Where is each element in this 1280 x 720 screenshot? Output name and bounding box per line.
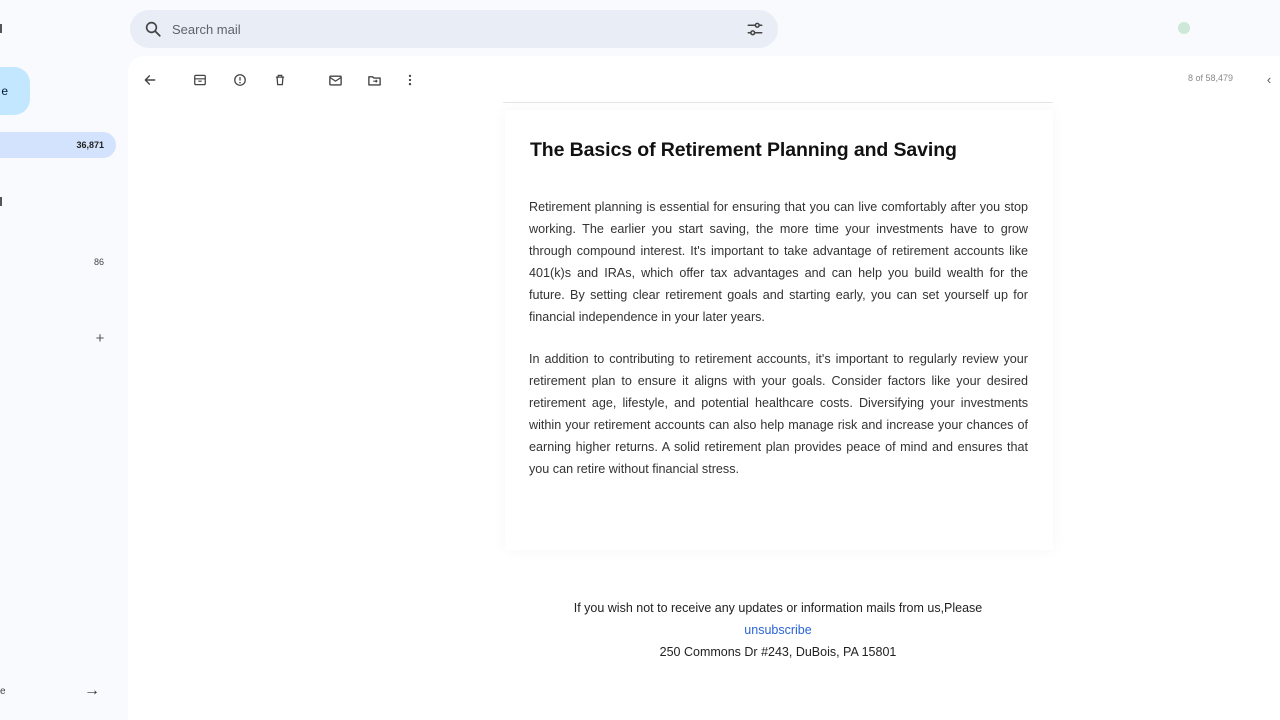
pager-text: 8 of 58,479	[1188, 73, 1234, 83]
move-to-icon[interactable]	[364, 70, 384, 90]
account-avatar[interactable]	[1178, 22, 1190, 34]
search-icon[interactable]	[144, 20, 162, 38]
sidebar-bottom-item[interactable]	[0, 680, 110, 702]
search-options-icon[interactable]	[746, 20, 764, 38]
email-divider	[503, 102, 1053, 103]
compose-label: e	[1, 84, 8, 98]
sidebar-edge-mark	[0, 197, 2, 206]
search-input[interactable]	[172, 22, 746, 37]
email-paragraph: In addition to contributing to retirement accounts, it's important to regularly review your retirement plan to ensure it aligns with your goals. Consider factors like your desired retirement age, lifestyle, and potential healthcare costs. Diversifying your investments within your retirement accounts can also help manage risk and increase your chances of earning higher returns. A solid retirement plan provides peace of mind and ensures that you can retire without financial stress.	[529, 352, 1028, 476]
add-label-button[interactable]: +	[95, 330, 105, 347]
sidebar	[0, 0, 128, 720]
chevron-left-icon[interactable]: ‹	[1266, 72, 1272, 87]
sidebar-edge-mark	[0, 24, 2, 33]
footer-address: 250 Commons Dr #243, DuBois, PA 15801	[659, 644, 897, 659]
footer-notice: If you wish not to receive any updates or information mails from us,Please	[573, 601, 983, 615]
archive-icon[interactable]	[190, 70, 210, 90]
inbox-count: 36,871	[76, 140, 104, 150]
email-paragraph: Retirement planning is essential for ensuring that you can live comfortably after you stop working. The earlier you start saving, the more time your investments have to grow through compound interest. It's important to take advantage of retirement accounts like 401(k)s and IRAs, which offer tax advantages and can help you build wealth for the future. By setting clear retirement goals and starting early, you can set yourself up for financial independence in your later years.	[529, 200, 1028, 324]
compose-button[interactable]	[0, 67, 30, 115]
sidebar-item-label-2[interactable]	[0, 249, 116, 275]
more-options-icon[interactable]	[400, 70, 420, 90]
email-title: The Basics of Retirement Planning and Saving	[530, 139, 957, 161]
report-spam-icon[interactable]	[230, 70, 250, 90]
sidebar-item-inbox[interactable]	[0, 132, 116, 158]
email-footer	[505, 598, 1051, 663]
arrow-right-icon[interactable]: →	[84, 682, 100, 699]
item-count: 86	[93, 257, 104, 267]
back-icon[interactable]	[140, 70, 160, 90]
mark-unread-icon[interactable]	[325, 70, 345, 90]
delete-icon[interactable]	[270, 70, 290, 90]
unsubscribe-link[interactable]: unsubscribe	[744, 622, 812, 637]
search-bar	[130, 10, 778, 48]
bottom-item-label: e	[0, 685, 6, 697]
email-body	[529, 197, 1028, 502]
